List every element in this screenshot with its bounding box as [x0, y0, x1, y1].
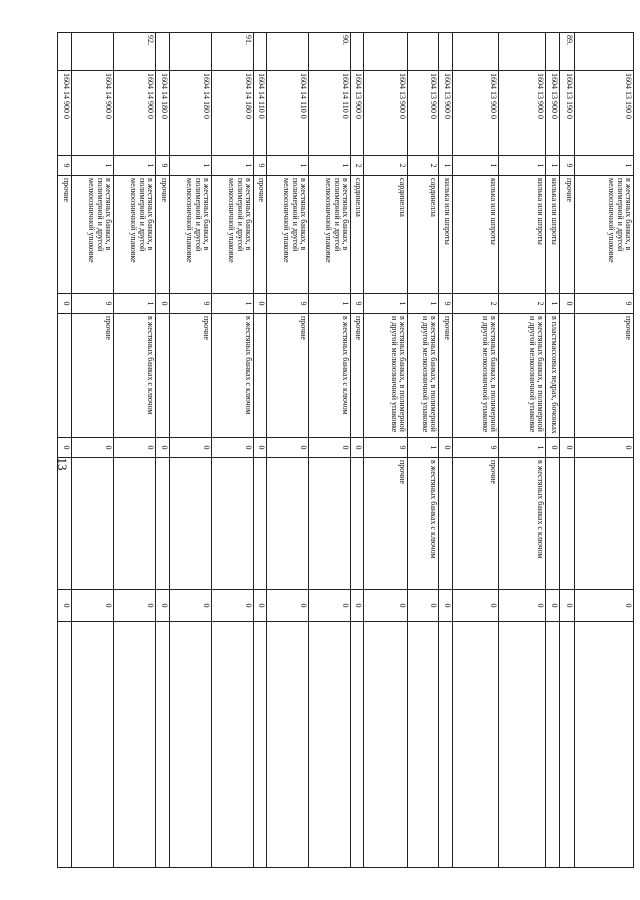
zero-cell: 0	[560, 590, 575, 622]
digit-3-cell: 0	[58, 438, 72, 458]
description-3-cell	[560, 458, 575, 590]
code-cell: 1604 13 900 0	[499, 71, 546, 156]
description-2-cell: в жестяных банках с ключом	[114, 314, 156, 438]
rotated-inner	[62, 32, 634, 867]
row-number	[439, 33, 453, 71]
digit-1-cell: 1	[114, 156, 156, 176]
digit-3-cell: 0	[267, 438, 309, 458]
table-row	[408, 33, 439, 868]
description-2-cell	[560, 314, 575, 438]
description-1-cell: в жестяных банках, в полимерной и другой мелкоозничной упаковке	[72, 176, 114, 294]
row-number	[58, 33, 72, 71]
empty-cell	[351, 622, 364, 868]
description-2-cell: прочие	[267, 314, 309, 438]
digit-3-cell: 0	[309, 438, 351, 458]
row-number: 91.	[212, 33, 254, 71]
row-number	[499, 33, 546, 71]
digit-2-cell: 2	[499, 294, 546, 314]
zero-cell: 0	[546, 590, 560, 622]
empty-cell	[364, 622, 408, 868]
code-cell: 1604 13 190 0	[575, 71, 634, 156]
description-3-cell	[170, 458, 212, 590]
code-cell: 1604 14 110 0	[309, 71, 351, 156]
digit-3-cell: 9	[364, 438, 408, 458]
digit-1-cell: 2	[351, 156, 364, 176]
code-cell: 1604 13 900 0	[351, 71, 364, 156]
description-1-cell: сардинелла	[351, 176, 364, 294]
zero-cell: 0	[267, 590, 309, 622]
digit-3-cell: 0	[114, 438, 156, 458]
row-number	[156, 33, 170, 71]
description-1-cell: прочие	[156, 176, 170, 294]
code-cell: 1604 14 110 0	[267, 71, 309, 156]
empty-cell	[170, 622, 212, 868]
description-1-cell: в жестяных банках, в полимерной и другой мелкоозничной упаковке	[212, 176, 254, 294]
table-row	[309, 33, 351, 868]
description-3-cell: в жестяных банках с ключом	[408, 458, 439, 590]
empty-cell	[212, 622, 254, 868]
digit-3-cell: 0	[170, 438, 212, 458]
description-3-cell	[267, 458, 309, 590]
digit-2-cell: 1	[408, 294, 439, 314]
description-1-cell: килька или шпроты	[453, 176, 499, 294]
empty-cell	[439, 622, 453, 868]
code-cell: 1604 14 180 0	[156, 71, 170, 156]
description-1-cell: в жестяных банках, в полимерной и другой мелкоозничной упаковке	[114, 176, 156, 294]
zero-cell: 0	[254, 590, 267, 622]
table-row	[212, 33, 254, 868]
digit-1-cell: 1	[72, 156, 114, 176]
digit-3-cell: 0	[439, 438, 453, 458]
table-row	[267, 33, 309, 868]
row-number	[72, 33, 114, 71]
digit-1-cell: 1	[546, 156, 560, 176]
row-number: 89.	[560, 33, 575, 71]
zero-cell: 0	[212, 590, 254, 622]
table-row	[439, 33, 453, 868]
description-2-cell: в жестяных банках, в полимерной и другой мелкоозничной упаковке	[408, 314, 439, 438]
digit-2-cell: 9	[72, 294, 114, 314]
digit-3-cell: 1	[408, 438, 439, 458]
digit-1-cell: 1	[499, 156, 546, 176]
description-3-cell	[546, 458, 560, 590]
digit-1-cell: 2	[408, 156, 439, 176]
digit-3-cell: 0	[560, 438, 575, 458]
row-number	[575, 33, 634, 71]
digit-2-cell: 1	[546, 294, 560, 314]
description-2-cell	[254, 314, 267, 438]
description-2-cell: в жестяных банках, в полимерной и другой мелкоозничной упаковке	[364, 314, 408, 438]
description-3-cell	[309, 458, 351, 590]
code-cell: 1604 14 110 0	[254, 71, 267, 156]
row-number: 92.	[114, 33, 156, 71]
row-number	[453, 33, 499, 71]
description-3-cell: прочие	[453, 458, 499, 590]
page-number: 13	[55, 457, 70, 471]
description-3-cell: прочие	[364, 458, 408, 590]
table-row	[72, 33, 114, 868]
table-row	[546, 33, 560, 868]
digit-2-cell: 0	[58, 294, 72, 314]
empty-cell	[546, 622, 560, 868]
row-number	[364, 33, 408, 71]
description-2-cell: прочие	[170, 314, 212, 438]
code-cell: 1604 13 900 0	[439, 71, 453, 156]
description-1-cell: килька или шпроты	[439, 176, 453, 294]
zero-cell: 0	[453, 590, 499, 622]
empty-cell	[156, 622, 170, 868]
digit-3-cell: 0	[156, 438, 170, 458]
description-2-cell: прочие	[72, 314, 114, 438]
code-cell: 1604 14 180 0	[212, 71, 254, 156]
description-2-cell: прочие	[575, 314, 634, 438]
digit-2-cell: 0	[254, 294, 267, 314]
code-cell: 1604 14 900 0	[114, 71, 156, 156]
empty-cell	[114, 622, 156, 868]
description-3-cell	[114, 458, 156, 590]
zero-cell: 0	[408, 590, 439, 622]
zero-cell: 0	[114, 590, 156, 622]
row-number	[267, 33, 309, 71]
code-cell: 1604 14 900 0	[58, 71, 72, 156]
digit-3-cell: 1	[499, 438, 546, 458]
table-row	[560, 33, 575, 868]
digit-2-cell: 0	[156, 294, 170, 314]
description-2-cell	[58, 314, 72, 438]
empty-cell	[499, 622, 546, 868]
description-1-cell: сардинелла	[408, 176, 439, 294]
table-row	[170, 33, 212, 868]
description-1-cell: прочие	[58, 176, 72, 294]
digit-2-cell: 9	[351, 294, 364, 314]
empty-cell	[267, 622, 309, 868]
description-3-cell	[156, 458, 170, 590]
digit-1-cell: 1	[309, 156, 351, 176]
rotated-page	[62, 32, 634, 867]
table-row	[156, 33, 170, 868]
digit-3-cell: 0	[546, 438, 560, 458]
description-2-cell: в жестяных банках, в полимерной и другой мелкоозничной упаковке	[453, 314, 499, 438]
description-3-cell	[351, 458, 364, 590]
digit-2-cell: 1	[114, 294, 156, 314]
table-row	[58, 33, 72, 868]
description-3-cell	[254, 458, 267, 590]
code-cell: 1604 13 190 0	[560, 71, 575, 156]
description-1-cell: в жестяных банках, в полимерной и другой мелкоозничной упаковке	[575, 176, 634, 294]
digit-1-cell: 1	[575, 156, 634, 176]
description-1-cell: в жестяных банках, в полимерной и другой мелкоозничной упаковке	[170, 176, 212, 294]
description-2-cell: в жестяных банках, в полимерной и другой мелкоозничной упаковке	[499, 314, 546, 438]
digit-2-cell: 9	[170, 294, 212, 314]
empty-cell	[453, 622, 499, 868]
description-2-cell: в пластмассовых ведрах, бочонках	[546, 314, 560, 438]
digit-1-cell: 9	[156, 156, 170, 176]
classification-table	[57, 32, 634, 868]
table-row	[453, 33, 499, 868]
digit-3-cell: 9	[453, 438, 499, 458]
zero-cell: 0	[439, 590, 453, 622]
digit-1-cell: 1	[453, 156, 499, 176]
empty-cell	[254, 622, 267, 868]
empty-cell	[575, 622, 634, 868]
digit-1-cell: 9	[58, 156, 72, 176]
description-2-cell: прочие	[439, 314, 453, 438]
empty-cell	[408, 622, 439, 868]
empty-cell	[309, 622, 351, 868]
zero-cell: 0	[575, 590, 634, 622]
row-number	[170, 33, 212, 71]
code-cell: 1604 13 900 0	[453, 71, 499, 156]
description-1-cell: в жестяных банках, в полимерной и другой мелкоозничной упаковке	[267, 176, 309, 294]
table-body	[58, 33, 634, 868]
description-3-cell: в жестяных банках с ключом	[499, 458, 546, 590]
digit-3-cell: 0	[575, 438, 634, 458]
code-cell: 1604 13 900 0	[546, 71, 560, 156]
row-number	[351, 33, 364, 71]
table-row	[254, 33, 267, 868]
description-1-cell: в жестяных банках, в полимерной и другой мелкоозничной упаковке	[309, 176, 351, 294]
description-2-cell: прочие	[351, 314, 364, 438]
digit-2-cell: 1	[309, 294, 351, 314]
zero-cell: 0	[156, 590, 170, 622]
digit-2-cell: 9	[575, 294, 634, 314]
row-number	[408, 33, 439, 71]
description-1-cell: прочие	[560, 176, 575, 294]
zero-cell: 0	[170, 590, 212, 622]
digit-1-cell: 1	[439, 156, 453, 176]
description-1-cell: килька или шпроты	[546, 176, 560, 294]
description-1-cell: прочие	[254, 176, 267, 294]
table-row	[575, 33, 634, 868]
description-3-cell	[575, 458, 634, 590]
digit-2-cell: 0	[560, 294, 575, 314]
description-3-cell	[439, 458, 453, 590]
description-2-cell: в жестяных банках с ключом	[309, 314, 351, 438]
zero-cell: 0	[351, 590, 364, 622]
digit-2-cell: 1	[212, 294, 254, 314]
row-number	[546, 33, 560, 71]
digit-2-cell: 9	[267, 294, 309, 314]
code-cell: 1604 13 900 0	[408, 71, 439, 156]
zero-cell: 0	[58, 590, 72, 622]
digit-1-cell: 1	[267, 156, 309, 176]
digit-3-cell: 0	[254, 438, 267, 458]
digit-1-cell: 1	[170, 156, 212, 176]
description-3-cell	[212, 458, 254, 590]
digit-2-cell: 9	[439, 294, 453, 314]
empty-cell	[560, 622, 575, 868]
digit-3-cell: 0	[351, 438, 364, 458]
table-row	[499, 33, 546, 868]
zero-cell: 0	[309, 590, 351, 622]
table-row	[114, 33, 156, 868]
row-number: 90.	[309, 33, 351, 71]
digit-3-cell: 0	[72, 438, 114, 458]
description-3-cell	[58, 458, 72, 590]
code-cell: 1604 14 900 0	[72, 71, 114, 156]
digit-2-cell: 1	[364, 294, 408, 314]
description-2-cell: в жестяных банках с ключом	[212, 314, 254, 438]
digit-1-cell: 1	[212, 156, 254, 176]
zero-cell: 0	[72, 590, 114, 622]
zero-cell: 0	[364, 590, 408, 622]
table-row	[351, 33, 364, 868]
digit-1-cell: 2	[364, 156, 408, 176]
description-1-cell: килька или шпроты	[499, 176, 546, 294]
empty-cell	[58, 622, 72, 868]
zero-cell: 0	[499, 590, 546, 622]
description-3-cell	[72, 458, 114, 590]
table-row	[364, 33, 408, 868]
row-number	[254, 33, 267, 71]
digit-3-cell: 0	[212, 438, 254, 458]
digit-2-cell: 2	[453, 294, 499, 314]
code-cell: 1604 13 900 0	[364, 71, 408, 156]
description-1-cell: сардинелла	[364, 176, 408, 294]
description-2-cell	[156, 314, 170, 438]
empty-cell	[72, 622, 114, 868]
digit-1-cell: 9	[560, 156, 575, 176]
code-cell: 1604 14 180 0	[170, 71, 212, 156]
digit-1-cell: 9	[254, 156, 267, 176]
